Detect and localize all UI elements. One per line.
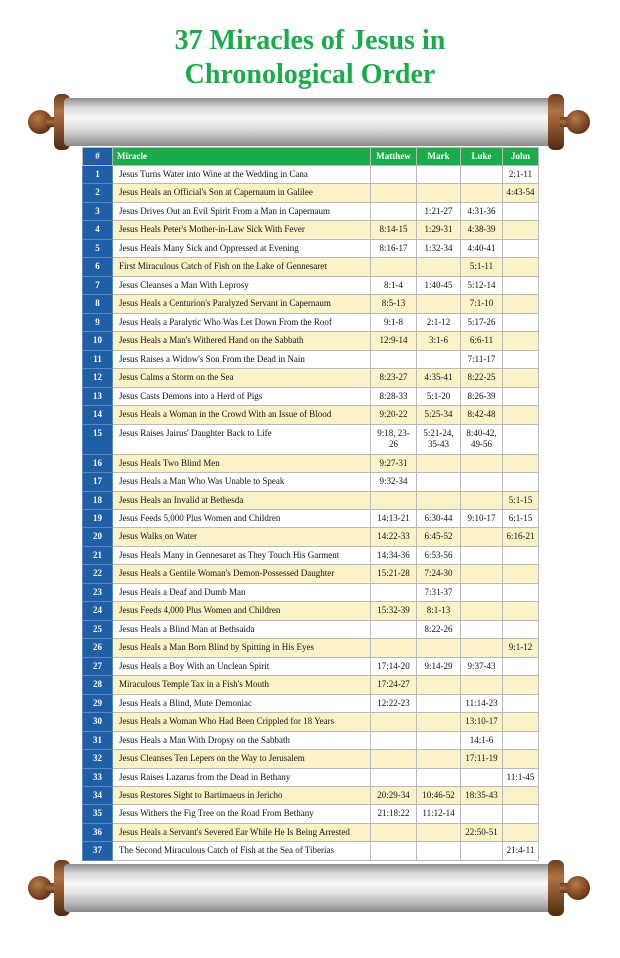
- scroll-top-rod: [24, 92, 594, 152]
- luke-reference-cell: 5:12-14: [461, 276, 503, 294]
- table-row: [83, 583, 539, 601]
- miracle-cell: Jesus Heals Peter's Mother-in-Law Sick With Fever: [113, 221, 371, 239]
- row-number: 12: [83, 369, 113, 387]
- matthew-reference-cell: 8:14-15: [371, 221, 417, 239]
- row-number: 23: [83, 583, 113, 601]
- row-number: 28: [83, 676, 113, 694]
- miracle-cell: Jesus Heals a Man's Withered Hand on the Sabbath: [113, 332, 371, 350]
- row-number: 21: [83, 546, 113, 564]
- john-reference-cell: [503, 239, 539, 257]
- miracle-cell: Jesus Heals a Paralytic Who Was Let Down From the Roof: [113, 313, 371, 331]
- luke-reference-cell: 4:38-39: [461, 221, 503, 239]
- table-row: [83, 387, 539, 405]
- row-number: 34: [83, 787, 113, 805]
- john-reference-cell: 4:43-54: [503, 184, 539, 202]
- table-row: [83, 276, 539, 294]
- luke-reference-cell: [461, 805, 503, 823]
- mark-reference-cell: [417, 184, 461, 202]
- matthew-reference-cell: 9:1-8: [371, 313, 417, 331]
- mark-reference-cell: [417, 731, 461, 749]
- matthew-reference-cell: [371, 202, 417, 220]
- john-reference-cell: 9:1-12: [503, 639, 539, 657]
- miracle-cell: Jesus Feeds 5,000 Plus Women and Children: [113, 509, 371, 527]
- mark-reference-cell: [417, 491, 461, 509]
- matthew-reference-cell: 17:24-27: [371, 676, 417, 694]
- miracles-table: [82, 147, 539, 861]
- john-reference-cell: [503, 546, 539, 564]
- matthew-reference-cell: 8:23-27: [371, 369, 417, 387]
- john-reference-cell: [503, 565, 539, 583]
- matthew-reference-cell: 14:13-21: [371, 509, 417, 527]
- luke-reference-cell: [461, 473, 503, 491]
- mark-reference-cell: 7:24-30: [417, 565, 461, 583]
- row-number: 3: [83, 202, 113, 220]
- table-row: [83, 639, 539, 657]
- miracle-cell: First Miraculous Catch of Fish on the Lake of Gennesaret: [113, 258, 371, 276]
- luke-reference-cell: 7:1-10: [461, 295, 503, 313]
- miracle-cell: Jesus Heals Two Blind Men: [113, 454, 371, 472]
- miracles-table-container: [82, 147, 538, 861]
- header-mark: Mark: [417, 148, 461, 166]
- mark-reference-cell: 1:32-34: [417, 239, 461, 257]
- matthew-reference-cell: 14:22-33: [371, 528, 417, 546]
- row-number: 9: [83, 313, 113, 331]
- miracle-cell: Jesus Heals an Invalid at Bethesda: [113, 491, 371, 509]
- john-reference-cell: [503, 620, 539, 638]
- miracle-cell: Jesus Casts Demons into a Herd of Pigs: [113, 387, 371, 405]
- mark-reference-cell: 5:1-20: [417, 387, 461, 405]
- john-reference-cell: [503, 313, 539, 331]
- row-number: 5: [83, 239, 113, 257]
- miracle-cell: Jesus Heals a Gentile Woman's Demon-Possessed Daughter: [113, 565, 371, 583]
- table-row: [83, 694, 539, 712]
- table-row: [83, 332, 539, 350]
- john-reference-cell: [503, 731, 539, 749]
- mark-reference-cell: [417, 713, 461, 731]
- row-number: 27: [83, 657, 113, 675]
- luke-reference-cell: [461, 620, 503, 638]
- mark-reference-cell: 7:31-37: [417, 583, 461, 601]
- john-reference-cell: [503, 202, 539, 220]
- row-number: 30: [83, 713, 113, 731]
- title-line-2: Chronological Order: [184, 59, 436, 90]
- miracle-cell: Jesus Heals a Man With Dropsy on the Sabbath: [113, 731, 371, 749]
- mark-reference-cell: 8:22-26: [417, 620, 461, 638]
- table-row: [83, 768, 539, 786]
- matthew-reference-cell: [371, 713, 417, 731]
- mark-reference-cell: 10:46-52: [417, 787, 461, 805]
- matthew-reference-cell: 9:20-22: [371, 406, 417, 424]
- table-row: [83, 657, 539, 675]
- mark-reference-cell: [417, 473, 461, 491]
- luke-reference-cell: 8:26-39: [461, 387, 503, 405]
- miracle-cell: Jesus Restores Sight to Bartimaeus in Jericho: [113, 787, 371, 805]
- table-row: [83, 239, 539, 257]
- luke-reference-cell: [461, 676, 503, 694]
- miracle-cell: Jesus Walks on Water: [113, 528, 371, 546]
- miracle-cell: Jesus Raises Jairus' Daughter Back to Life: [113, 424, 371, 454]
- luke-reference-cell: 9:10-17: [461, 509, 503, 527]
- rod-cylinder: [64, 98, 554, 146]
- table-row: [83, 602, 539, 620]
- row-number: 33: [83, 768, 113, 786]
- john-reference-cell: [503, 823, 539, 841]
- luke-reference-cell: 22:50-51: [461, 823, 503, 841]
- mark-reference-cell: 11:12-14: [417, 805, 461, 823]
- luke-reference-cell: 17:11-19: [461, 750, 503, 768]
- john-reference-cell: [503, 750, 539, 768]
- mark-reference-cell: 6:30-44: [417, 509, 461, 527]
- miracle-cell: Jesus Heals a Blind, Mute Demoniac: [113, 694, 371, 712]
- rod-knob: [566, 876, 590, 900]
- row-number: 29: [83, 694, 113, 712]
- matthew-reference-cell: 14:34-36: [371, 546, 417, 564]
- table-row: [83, 184, 539, 202]
- rod-cylinder: [64, 864, 554, 912]
- john-reference-cell: [503, 221, 539, 239]
- mark-reference-cell: 8:1-13: [417, 602, 461, 620]
- john-reference-cell: [503, 406, 539, 424]
- luke-reference-cell: [461, 166, 503, 184]
- table-header-row: [83, 148, 539, 166]
- row-number: 18: [83, 491, 113, 509]
- mark-reference-cell: [417, 750, 461, 768]
- row-number: 1: [83, 166, 113, 184]
- mark-reference-cell: 2:1-12: [417, 313, 461, 331]
- row-number: 14: [83, 406, 113, 424]
- mark-reference-cell: [417, 258, 461, 276]
- john-reference-cell: [503, 694, 539, 712]
- matthew-reference-cell: [371, 768, 417, 786]
- row-number: 7: [83, 276, 113, 294]
- matthew-reference-cell: 8:16-17: [371, 239, 417, 257]
- matthew-reference-cell: 9:27-31: [371, 454, 417, 472]
- mark-reference-cell: 6:53-56: [417, 546, 461, 564]
- row-number: 10: [83, 332, 113, 350]
- miracle-cell: Jesus Feeds 4,000 Plus Women and Children: [113, 602, 371, 620]
- miracle-cell: Jesus Heals an Official's Son at Capernaum in Galilee: [113, 184, 371, 202]
- mark-reference-cell: 1:21-27: [417, 202, 461, 220]
- table-row: [83, 491, 539, 509]
- row-number: 36: [83, 823, 113, 841]
- luke-reference-cell: 4:40-41: [461, 239, 503, 257]
- luke-reference-cell: [461, 768, 503, 786]
- miracle-cell: Jesus Drives Out an Evil Spirit From a Man in Capernaum: [113, 202, 371, 220]
- miracle-cell: The Second Miraculous Catch of Fish at the Sea of Tiberias: [113, 842, 371, 860]
- mark-reference-cell: [417, 639, 461, 657]
- miracle-cell: Jesus Cleanses Ten Lepers on the Way to Jerusalem: [113, 750, 371, 768]
- matthew-reference-cell: 15:21-28: [371, 565, 417, 583]
- row-number: 22: [83, 565, 113, 583]
- matthew-reference-cell: 8:1-4: [371, 276, 417, 294]
- john-reference-cell: [503, 805, 539, 823]
- luke-reference-cell: [461, 184, 503, 202]
- matthew-reference-cell: [371, 823, 417, 841]
- john-reference-cell: [503, 454, 539, 472]
- row-number: 20: [83, 528, 113, 546]
- table-row: [83, 473, 539, 491]
- luke-reference-cell: 14:1-6: [461, 731, 503, 749]
- john-reference-cell: 21:4-11: [503, 842, 539, 860]
- header-luke: Luke: [461, 148, 503, 166]
- luke-reference-cell: [461, 528, 503, 546]
- mark-reference-cell: 9:14-29: [417, 657, 461, 675]
- john-reference-cell: 5:1-15: [503, 491, 539, 509]
- miracle-cell: Jesus Heals Many Sick and Oppressed at Evening: [113, 239, 371, 257]
- header-miracle: Miracle: [113, 148, 371, 166]
- john-reference-cell: [503, 602, 539, 620]
- row-number: 32: [83, 750, 113, 768]
- matthew-reference-cell: 9:18, 23-26: [371, 424, 417, 454]
- row-number: 26: [83, 639, 113, 657]
- table-row: [83, 565, 539, 583]
- row-number: 2: [83, 184, 113, 202]
- row-number: 35: [83, 805, 113, 823]
- table-row: [83, 528, 539, 546]
- matthew-reference-cell: [371, 750, 417, 768]
- row-number: 19: [83, 509, 113, 527]
- john-reference-cell: [503, 583, 539, 601]
- luke-reference-cell: 18:35-43: [461, 787, 503, 805]
- miracle-cell: Jesus Raises Lazarus from the Dead in Bethany: [113, 768, 371, 786]
- matthew-reference-cell: 21:18:22: [371, 805, 417, 823]
- mark-reference-cell: 5:21-24, 35-43: [417, 424, 461, 454]
- table-row: [83, 350, 539, 368]
- luke-reference-cell: [461, 491, 503, 509]
- table-row: [83, 787, 539, 805]
- row-number: 4: [83, 221, 113, 239]
- mark-reference-cell: 4:35-41: [417, 369, 461, 387]
- miracle-cell: Jesus Heals a Boy With an Unclean Spirit: [113, 657, 371, 675]
- table-row: [83, 369, 539, 387]
- miracle-cell: Jesus Calms a Storm on the Sea: [113, 369, 371, 387]
- miracle-cell: Jesus Heals Many in Gennesaret as They Touch His Garment: [113, 546, 371, 564]
- luke-reference-cell: 11:14-23: [461, 694, 503, 712]
- rod-knob: [566, 110, 590, 134]
- matthew-reference-cell: 17:14-20: [371, 657, 417, 675]
- table-row: [83, 823, 539, 841]
- john-reference-cell: 6:16-21: [503, 528, 539, 546]
- table-row: [83, 454, 539, 472]
- mark-reference-cell: [417, 166, 461, 184]
- john-reference-cell: [503, 424, 539, 454]
- mark-reference-cell: 6:45-52: [417, 528, 461, 546]
- matthew-reference-cell: [371, 166, 417, 184]
- matthew-reference-cell: [371, 583, 417, 601]
- table-row: [83, 258, 539, 276]
- row-number: 31: [83, 731, 113, 749]
- table-row: [83, 805, 539, 823]
- miracle-cell: Jesus Withers the Fig Tree on the Road From Bethany: [113, 805, 371, 823]
- mark-reference-cell: 3:1-6: [417, 332, 461, 350]
- row-number: 16: [83, 454, 113, 472]
- matthew-reference-cell: 8:28-33: [371, 387, 417, 405]
- mark-reference-cell: [417, 454, 461, 472]
- table-row: [83, 676, 539, 694]
- john-reference-cell: [503, 657, 539, 675]
- table-row: [83, 295, 539, 313]
- miracle-cell: Jesus Heals a Servant's Severed Ear While He Is Being Arrested: [113, 823, 371, 841]
- header-john: John: [503, 148, 539, 166]
- header-number: #: [83, 148, 113, 166]
- row-number: 15: [83, 424, 113, 454]
- miracle-cell: Jesus Heals a Man Who Was Unable to Speak: [113, 473, 371, 491]
- miracle-cell: Jesus Heals a Deaf and Dumb Man: [113, 583, 371, 601]
- miracle-cell: Jesus Raises a Widow's Son From the Dead in Nain: [113, 350, 371, 368]
- matthew-reference-cell: [371, 731, 417, 749]
- table-row: [83, 713, 539, 731]
- luke-reference-cell: 9:37-43: [461, 657, 503, 675]
- mark-reference-cell: [417, 295, 461, 313]
- title-line-1: 37 Miracles of Jesus in: [174, 25, 446, 56]
- john-reference-cell: [503, 387, 539, 405]
- mark-reference-cell: 1:29-31: [417, 221, 461, 239]
- mark-reference-cell: [417, 823, 461, 841]
- mark-reference-cell: [417, 350, 461, 368]
- mark-reference-cell: [417, 676, 461, 694]
- john-reference-cell: [503, 332, 539, 350]
- scroll-bottom-rod: [24, 858, 594, 918]
- miracle-cell: Jesus Heals a Woman Who Had Been Crippled for 18 Years: [113, 713, 371, 731]
- luke-reference-cell: 5:1-11: [461, 258, 503, 276]
- mark-reference-cell: [417, 768, 461, 786]
- john-reference-cell: 2:1-11: [503, 166, 539, 184]
- row-number: 8: [83, 295, 113, 313]
- miracle-cell: Jesus Heals a Blind Man at Bethsaida: [113, 620, 371, 638]
- mark-reference-cell: 5:25-34: [417, 406, 461, 424]
- matthew-reference-cell: [371, 184, 417, 202]
- table-row: [83, 221, 539, 239]
- john-reference-cell: [503, 676, 539, 694]
- row-number: 6: [83, 258, 113, 276]
- luke-reference-cell: [461, 639, 503, 657]
- matthew-reference-cell: 9:32-34: [371, 473, 417, 491]
- table-row: [83, 750, 539, 768]
- john-reference-cell: [503, 295, 539, 313]
- john-reference-cell: 11:1-45: [503, 768, 539, 786]
- table-row: [83, 406, 539, 424]
- header-matthew: Matthew: [371, 148, 417, 166]
- luke-reference-cell: 13:10-17: [461, 713, 503, 731]
- page-title: [0, 24, 620, 92]
- luke-reference-cell: 6:6-11: [461, 332, 503, 350]
- matthew-reference-cell: 15:32-39: [371, 602, 417, 620]
- miracle-cell: Jesus Cleanses a Man With Leprosy: [113, 276, 371, 294]
- miracle-cell: Jesus Heals a Man Born Blind by Spitting in His Eyes: [113, 639, 371, 657]
- matthew-reference-cell: [371, 350, 417, 368]
- matthew-reference-cell: [371, 639, 417, 657]
- table-row: [83, 731, 539, 749]
- luke-reference-cell: 8:22-25: [461, 369, 503, 387]
- matthew-reference-cell: [371, 258, 417, 276]
- luke-reference-cell: 5:17-26: [461, 313, 503, 331]
- john-reference-cell: [503, 258, 539, 276]
- luke-reference-cell: [461, 583, 503, 601]
- john-reference-cell: [503, 369, 539, 387]
- matthew-reference-cell: 8:5-13: [371, 295, 417, 313]
- luke-reference-cell: 4:31-36: [461, 202, 503, 220]
- john-reference-cell: [503, 713, 539, 731]
- table-row: [83, 166, 539, 184]
- luke-reference-cell: [461, 602, 503, 620]
- row-number: 13: [83, 387, 113, 405]
- table-row: [83, 620, 539, 638]
- row-number: 37: [83, 842, 113, 860]
- row-number: 25: [83, 620, 113, 638]
- luke-reference-cell: [461, 454, 503, 472]
- john-reference-cell: [503, 350, 539, 368]
- luke-reference-cell: 8:42-48: [461, 406, 503, 424]
- matthew-reference-cell: 12:22-23: [371, 694, 417, 712]
- mark-reference-cell: 1:40-45: [417, 276, 461, 294]
- matthew-reference-cell: [371, 620, 417, 638]
- table-row: [83, 313, 539, 331]
- luke-reference-cell: 7:11-17: [461, 350, 503, 368]
- row-number: 11: [83, 350, 113, 368]
- miracle-cell: Jesus Turns Water into Wine at the Wedding in Cana: [113, 166, 371, 184]
- miracle-cell: Jesus Heals a Woman in the Crowd With an Issue of Blood: [113, 406, 371, 424]
- miracle-cell: Jesus Heals a Centurion's Paralyzed Servant in Capernaum: [113, 295, 371, 313]
- matthew-reference-cell: 12:9-14: [371, 332, 417, 350]
- john-reference-cell: 6:1-15: [503, 509, 539, 527]
- john-reference-cell: [503, 787, 539, 805]
- john-reference-cell: [503, 276, 539, 294]
- matthew-reference-cell: 20:29-34: [371, 787, 417, 805]
- luke-reference-cell: [461, 546, 503, 564]
- luke-reference-cell: 8:40-42, 49-56: [461, 424, 503, 454]
- table-row: [83, 424, 539, 454]
- table-row: [83, 509, 539, 527]
- john-reference-cell: [503, 473, 539, 491]
- row-number: 17: [83, 473, 113, 491]
- miracle-cell: Miraculous Temple Tax in a Fish's Mouth: [113, 676, 371, 694]
- matthew-reference-cell: [371, 491, 417, 509]
- luke-reference-cell: [461, 565, 503, 583]
- table-row: [83, 202, 539, 220]
- table-row: [83, 546, 539, 564]
- row-number: 24: [83, 602, 113, 620]
- mark-reference-cell: [417, 694, 461, 712]
